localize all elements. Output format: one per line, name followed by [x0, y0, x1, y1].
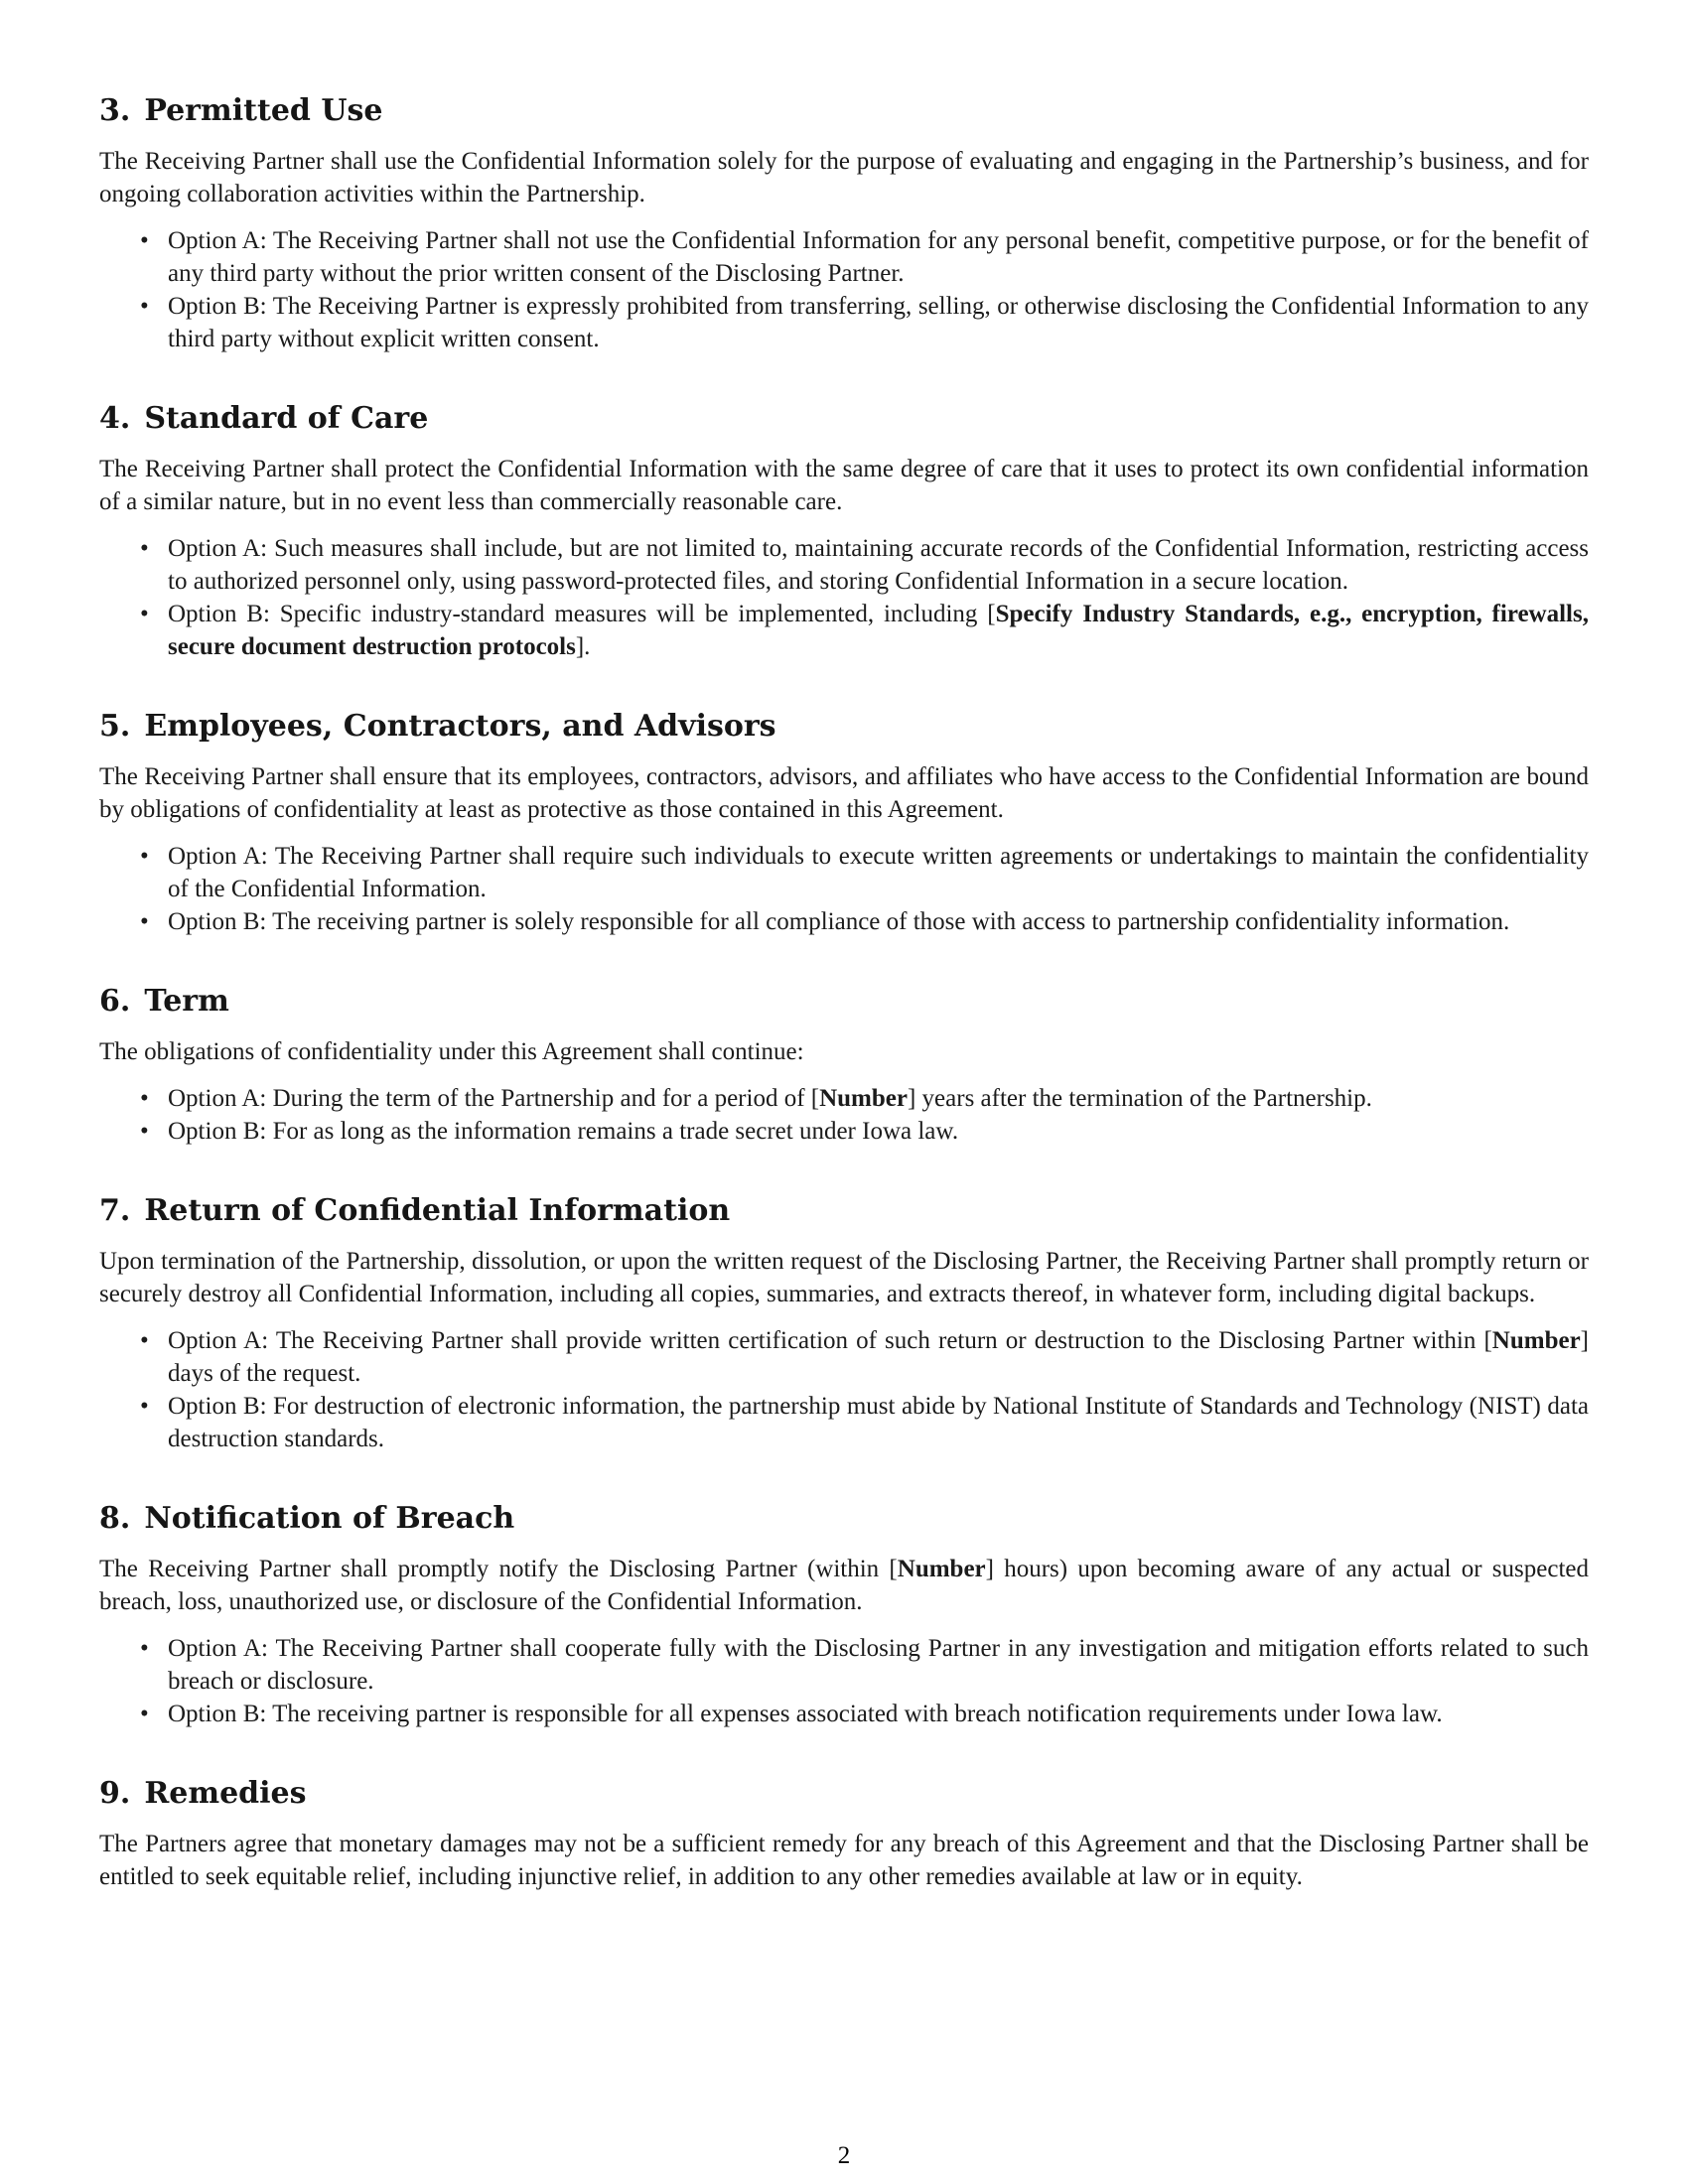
section-number: 9.	[99, 1776, 131, 1811]
option-a: • Option A: The Receiving Partner shall cooperate fully with the Disclosing Partner in any investigation and mitigation efforts related to such breach or disclosure.	[168, 1632, 1589, 1698]
options-list	[99, 1082, 1589, 1148]
section-heading	[99, 982, 1589, 1022]
section-number: 7.	[99, 1193, 131, 1228]
option-a: • Option A: The Receiving Partner shall require such individuals to execute written agreements or undertakings to maintain the confidentiality of the Confidential Information.	[168, 840, 1589, 905]
section-title: Remedies	[144, 1776, 307, 1811]
section-title: Term	[144, 984, 229, 1019]
section-heading	[99, 399, 1589, 439]
section-employees	[99, 707, 1589, 938]
options-list	[99, 1632, 1589, 1730]
section-title: Permitted Use	[144, 93, 383, 128]
section-number: 5.	[99, 709, 131, 744]
section-number: 4.	[99, 401, 131, 436]
section-remedies	[99, 1774, 1589, 1893]
section-paragraph: The Receiving Partner shall ensure that its employees, contractors, advisors, and affiliates who have access to the Confidential Information are bound by obligations of confidentiality at least as protective as those contained in this Agreement.	[99, 763, 1589, 823]
section-paragraph: The Partners agree that monetary damages may not be a sufficient remedy for any breach of this Agreement and that the Disclosing Partner shall be entitled to seek equitable relief, including injunctive relief, in addition to any other remedies available at law or in equity.	[99, 1831, 1589, 1890]
option-b: • Option B: The receiving partner is solely responsible for all compliance of those with access to partnership confidentiality information.	[168, 905, 1589, 938]
section-permitted-use	[99, 91, 1589, 355]
option-b	[168, 598, 1589, 663]
section-title: Return of Confidential Information	[144, 1193, 731, 1228]
section-heading	[99, 1191, 1589, 1231]
option-a	[168, 1324, 1589, 1390]
section-paragraph: Upon termination of the Partnership, dissolution, or upon the written request of the Disclosing Partner, the Receiving Partner shall promptly return or securely destroy all Confidential Information, including all copies, summaries, and extracts thereof, in whatever form, including digital backups.	[99, 1248, 1589, 1307]
placeholder-text: Number	[897, 1556, 986, 1582]
option-text: ] days of the request.	[168, 1327, 1589, 1387]
section-heading	[99, 707, 1589, 747]
option-text: Option B: Specific industry-standard measures will be implemented, including [	[168, 601, 996, 627]
section-paragraph: The Receiving Partner shall use the Confidential Information solely for the purpose of evaluating and engaging in the Partnership’s business, and for ongoing collaboration activities within the Partnership.	[99, 148, 1589, 207]
document-page	[99, 91, 1589, 1937]
section-return-of-information	[99, 1191, 1589, 1455]
option-a: • Option A: Such measures shall include, but are not limited to, maintaining accurate records of the Confidential Information, restricting access to authorized personnel only, using password-protected files, and storing Confidential Information in a secure location.	[168, 532, 1589, 598]
section-number: 6.	[99, 984, 131, 1019]
option-a	[168, 1082, 1589, 1115]
section-paragraph: The Receiving Partner shall protect the Confidential Information with the same degree of care that it uses to protect its own confidential information of a similar nature, but in no event less than commercially reasonable care.	[99, 456, 1589, 515]
options-list	[99, 1324, 1589, 1455]
section-heading	[99, 1499, 1589, 1539]
placeholder-text: Number	[819, 1085, 908, 1112]
section-title: Standard of Care	[144, 401, 429, 436]
section-number: 3.	[99, 93, 131, 128]
option-b: • Option B: The receiving partner is responsible for all expenses associated with breach notification requirements under Iowa law.	[168, 1698, 1589, 1730]
options-list	[99, 840, 1589, 938]
option-text: Option A: During the term of the Partnership and for a period of [	[168, 1085, 820, 1112]
section-paragraph	[99, 1553, 1589, 1618]
section-term	[99, 982, 1589, 1148]
option-b: • Option B: For destruction of electronic information, the partnership must abide by National Institute of Standards and Technology (NIST) data destruction standards.	[168, 1390, 1589, 1455]
paragraph-text: The Receiving Partner shall promptly notify the Disclosing Partner (within [	[99, 1556, 898, 1582]
options-list	[99, 224, 1589, 355]
section-heading	[99, 1774, 1589, 1814]
section-title: Notification of Breach	[144, 1501, 515, 1536]
option-text: ].	[575, 633, 591, 660]
option-b: • Option B: For as long as the information remains a trade secret under Iowa law.	[168, 1115, 1589, 1148]
option-text: Option A: The Receiving Partner shall provide written certification of such return or destruction to the Disclosing Partner within [	[168, 1327, 1492, 1354]
options-list	[99, 532, 1589, 663]
page-number: 2	[837, 2142, 851, 2169]
placeholder-text: Specify Industry Standards, e.g., encryption, firewalls, secure document destruction protocols	[168, 601, 1589, 660]
section-title: Employees, Contractors, and Advisors	[144, 709, 776, 744]
section-standard-of-care	[99, 399, 1589, 663]
section-number: 8.	[99, 1501, 131, 1536]
option-text: ] years after the termination of the Partnership.	[907, 1085, 1372, 1112]
placeholder-text: Number	[1491, 1327, 1581, 1354]
paragraph-text: ] hours) upon becoming aware of any actual or suspected breach, loss, unauthorized use, or disclosure of the Confidential Information.	[99, 1556, 1590, 1615]
section-notification-of-breach	[99, 1499, 1589, 1730]
option-b: • Option B: The Receiving Partner is expressly prohibited from transferring, selling, or otherwise disclosing the Confidential Information to any third party without explicit written consent.	[168, 290, 1589, 355]
option-a: • Option A: The Receiving Partner shall not use the Confidential Information for any personal benefit, competitive purpose, or for the benefit of any third party without the prior written consent of the Disclosing Partner.	[168, 224, 1589, 290]
section-heading	[99, 91, 1589, 131]
section-paragraph: The obligations of confidentiality under this Agreement shall continue:	[99, 1038, 804, 1065]
